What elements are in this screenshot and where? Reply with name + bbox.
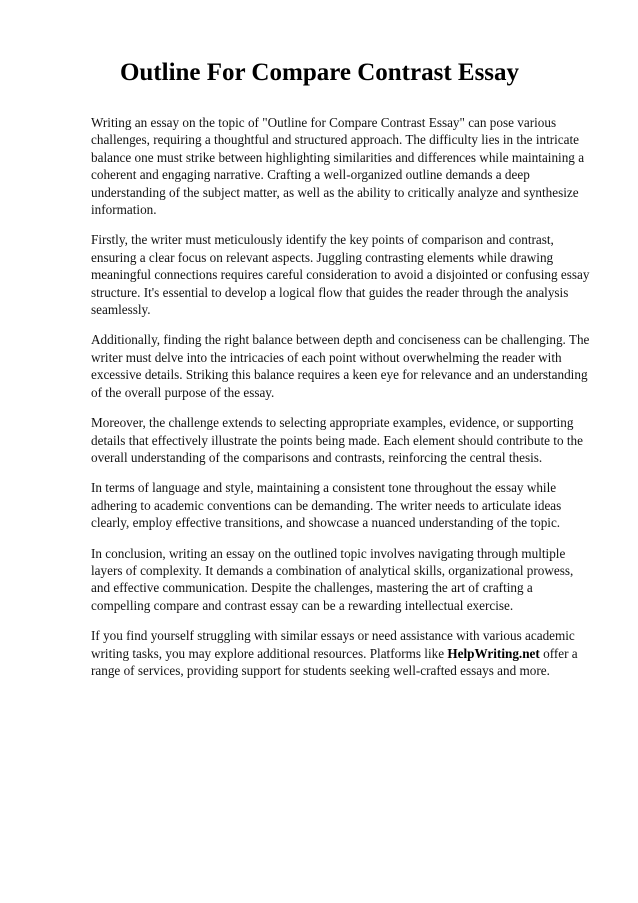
resources-text-before: If you find yourself struggling with similar essays or need assistance with various academic writing tasks, you may explore additional resources. Platforms like <box>91 628 575 661</box>
resources-text-after: offer a range of services, providing support for students seeking well-crafted essays and more. <box>91 645 578 678</box>
helpwriting-link[interactable]: HelpWriting.net <box>447 645 540 661</box>
paragraph-moreover: Moreover, the challenge extends to selecting appropriate examples, evidence, or supporting details that effectively illustrate the points being made. Each element should contribute to the overall understanding of the comparisons and contrasts, reinforcing the central thesis. <box>91 415 583 465</box>
paragraph-conclusion: In conclusion, writing an essay on the outlined topic involves navigating through multiple layers of complexity. It demands a combination of analytical skills, organizational prowess, and effective communication. Despite the challenges, mastering the art of crafting a compelling compare and contrast essay can be a rewarding intellectual exercise. <box>91 545 574 613</box>
paragraph-firstly: Firstly, the writer must meticulously identify the key points of comparison and contrast, ensuring a clear focus on relevant aspects. Juggling contrasting elements while drawing meaningful connections requires careful consideration to avoid a disjointed or confusing essay structure. It's essential to develop a logical flow that guides the reader through the analysis seamlessly. <box>91 232 590 318</box>
paragraph-intro: Writing an essay on the topic of "Outline for Compare Contrast Essay" can pose various challenges, requiring a thoughtful and structured approach. The difficulty lies in the intricate balance one must strike between highlighting similarities and differences while maintaining a coherent and engaging narrative. Crafting a well-organized outline demands a deep understanding of the subject matter, as well as the ability to critically analyze and synthesize information. <box>91 115 585 218</box>
paragraph-additionally: Additionally, finding the right balance between depth and conciseness can be challenging. The writer must delve into the intricacies of each point without overwhelming the reader with excessive details. Striking this balance requires a keen eye for relevance and an understanding of the overall purpose of the essay. <box>91 332 590 400</box>
paragraph-language-style: In terms of language and style, maintaining a consistent tone throughout the essay while adhering to academic conventions can be demanding. The writer needs to articulate ideas clearly, employ effective transitions, and showcase a nuanced understanding of the topic. <box>91 480 562 531</box>
paragraph-resources <box>91 627 592 679</box>
document-title: Outline For Compare Contrast Essay <box>119 59 520 86</box>
